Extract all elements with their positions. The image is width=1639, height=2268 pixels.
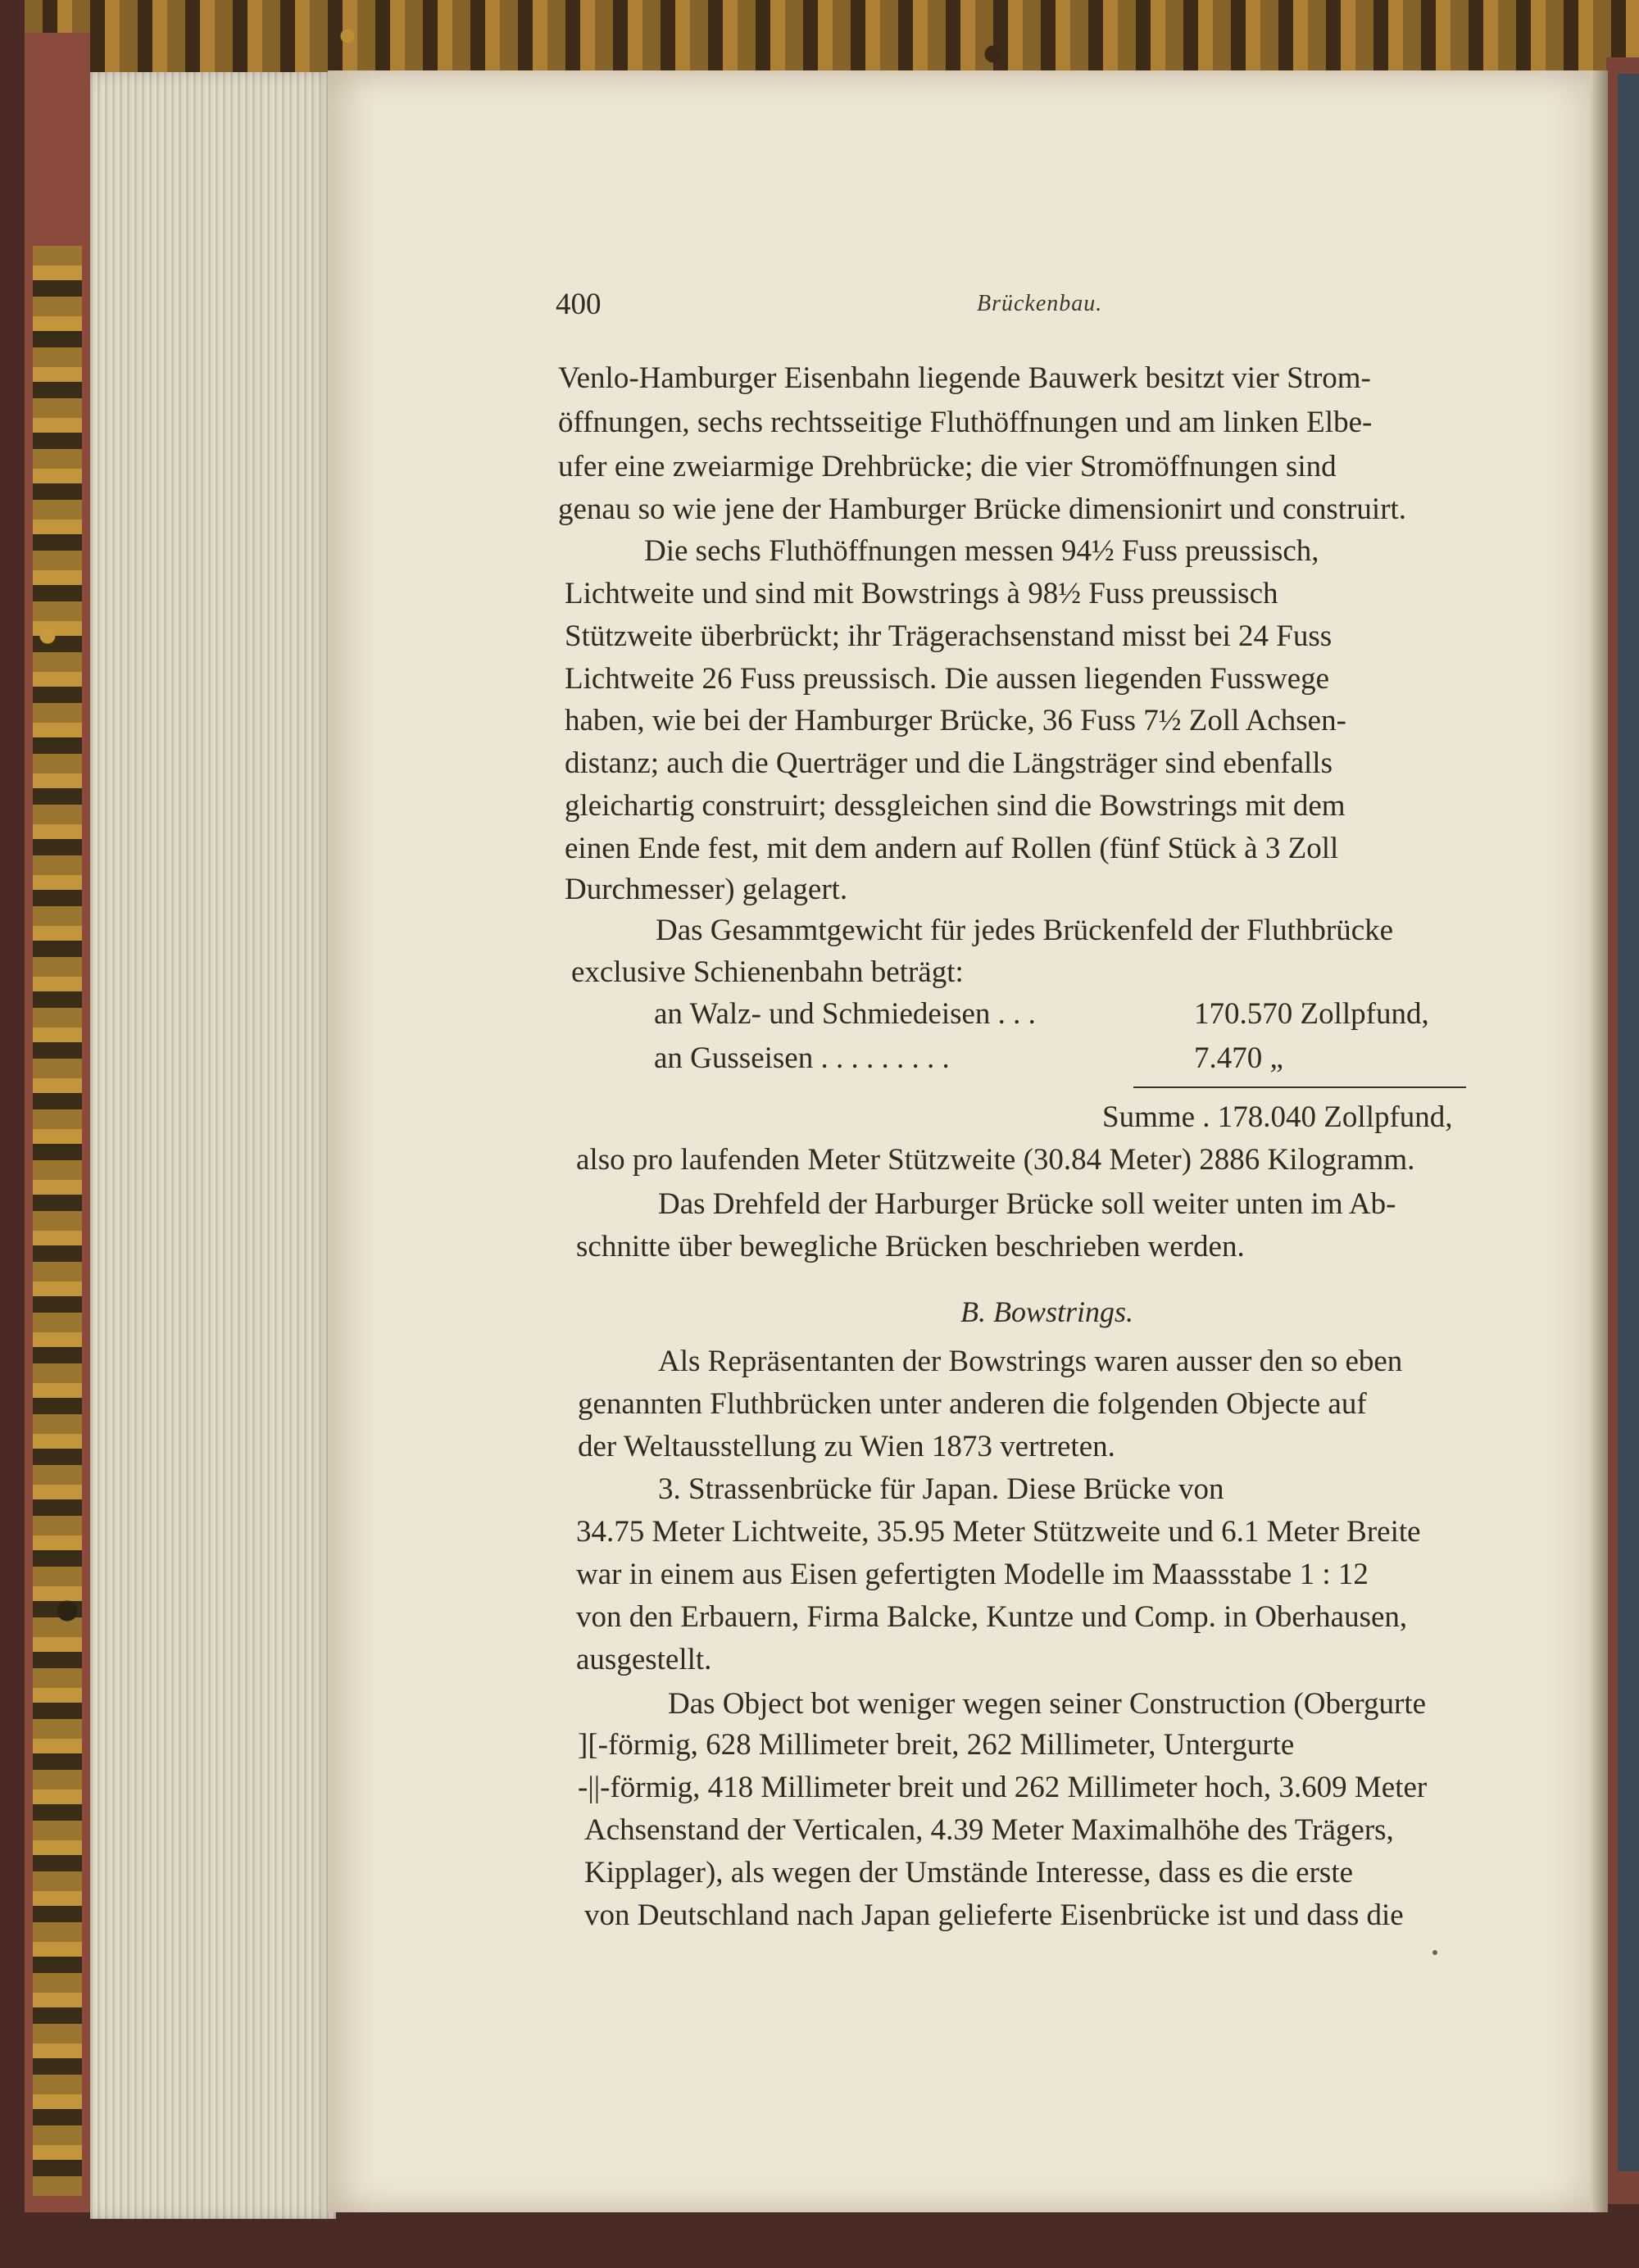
book-spine-strip <box>1618 74 1639 2171</box>
text-line: war in einem aus Eisen gefertigten Modelle im Maassstabe 1 : 12 <box>576 1558 1369 1591</box>
weight-sum: Summe . 178.040 Zollpfund, <box>1102 1100 1453 1134</box>
page-number: 400 <box>556 288 602 321</box>
marbled-edge <box>33 246 82 2196</box>
page-stack <box>90 72 336 2219</box>
text-line: Venlo-Hamburger Eisenbahn liegende Bauwerk besitzt vier Strom- <box>558 361 1371 395</box>
text-line: ][-förmig, 628 Millimeter breit, 262 Millimeter, Untergurte <box>578 1728 1295 1762</box>
text-line: Als Repräsentanten der Bowstrings waren ausser den so eben <box>658 1345 1403 1378</box>
text-line: 34.75 Meter Lichtweite, 35.95 Meter Stützweite und 6.1 Meter Breite <box>576 1515 1421 1549</box>
text-line: Das Object bot weniger wegen seiner Construction (Obergurte <box>668 1687 1427 1721</box>
text-line: Die sechs Fluthöffnungen messen 94½ Fuss preussisch, <box>644 534 1319 568</box>
text-line: ufer eine zweiarmige Drehbrücke; die vier Stromöffnungen sind <box>558 450 1337 483</box>
text-line: haben, wie bei der Hamburger Brücke, 36 Fuss 7½ Zoll Achsen- <box>565 704 1346 737</box>
text-line: schnitte über bewegliche Brücken beschrieben werden. <box>576 1230 1245 1263</box>
sum-rule <box>1133 1086 1466 1088</box>
weight-label: an Gusseisen . . . . . . . . . <box>654 1041 950 1075</box>
section-heading: B. Bowstrings. <box>960 1295 1134 1328</box>
page-gutter <box>1590 70 1608 2212</box>
text-line: also pro laufenden Meter Stützweite (30.84 Meter) 2886 Kilogramm. <box>576 1143 1415 1177</box>
text-line: Achsenstand der Verticalen, 4.39 Meter Maximalhöhe des Trägers, <box>584 1813 1394 1847</box>
text-line: von den Erbauern, Firma Balcke, Kuntze und Comp. in Oberhausen, <box>576 1600 1408 1634</box>
text-line: öffnungen, sechs rechtsseitige Fluthöffnungen und am linken Elbe- <box>558 406 1373 439</box>
text-line: distanz; auch die Querträger und die Längsträger sind ebenfalls <box>565 746 1333 780</box>
text-line: Stützweite überbrückt; ihr Trägerachsenstand misst bei 24 Fuss <box>565 619 1333 653</box>
running-title: Brückenbau. <box>977 291 1103 316</box>
text-line: Lichtweite 26 Fuss preussisch. Die aussen liegenden Fusswege <box>565 662 1330 696</box>
text-line: Kipplager), als wegen der Umstände Interesse, dass es die erste <box>584 1856 1354 1889</box>
text-line: ausgestellt. <box>576 1643 712 1676</box>
text-line: Das Drehfeld der Harburger Brücke soll weiter unten im Ab- <box>658 1187 1396 1221</box>
text-line: genau so wie jene der Hamburger Brücke dimensionirt und construirt. <box>558 492 1407 526</box>
text-line: einen Ende fest, mit dem andern auf Rollen (fünf Stück à 3 Zoll <box>565 832 1339 865</box>
text-line: von Deutschland nach Japan gelieferte Eisenbrücke ist und dass die <box>584 1898 1404 1932</box>
text-line: exclusive Schienenbahn beträgt: <box>571 955 964 989</box>
text-line: -||-förmig, 418 Millimeter breit und 262 Millimeter hoch, 3.609 Meter <box>578 1771 1428 1804</box>
text-line: der Weltausstellung zu Wien 1873 vertreten. <box>578 1430 1115 1463</box>
paper-speck <box>1432 1950 1437 1955</box>
weight-value: 170.570 Zollpfund, <box>1194 997 1429 1031</box>
text-line: Durchmesser) gelagert. <box>565 873 848 906</box>
text-line: Das Gesammtgewicht für jedes Brückenfeld der Fluthbrücke <box>656 914 1394 947</box>
weight-label: an Walz- und Schmiedeisen . . . <box>654 997 1036 1031</box>
text-line: gleichartig construirt; dessgleichen sind die Bowstrings mit dem <box>565 789 1346 823</box>
weight-value: 7.470 „ <box>1194 1041 1283 1075</box>
text-line: Lichtweite und sind mit Bowstrings à 98½ Fuss preussisch <box>565 577 1278 610</box>
text-line: genannten Fluthbrücken unter anderen die folgenden Objecte auf <box>578 1387 1367 1421</box>
text-line: 3. Strassenbrücke für Japan. Diese Brücke von <box>658 1472 1224 1506</box>
